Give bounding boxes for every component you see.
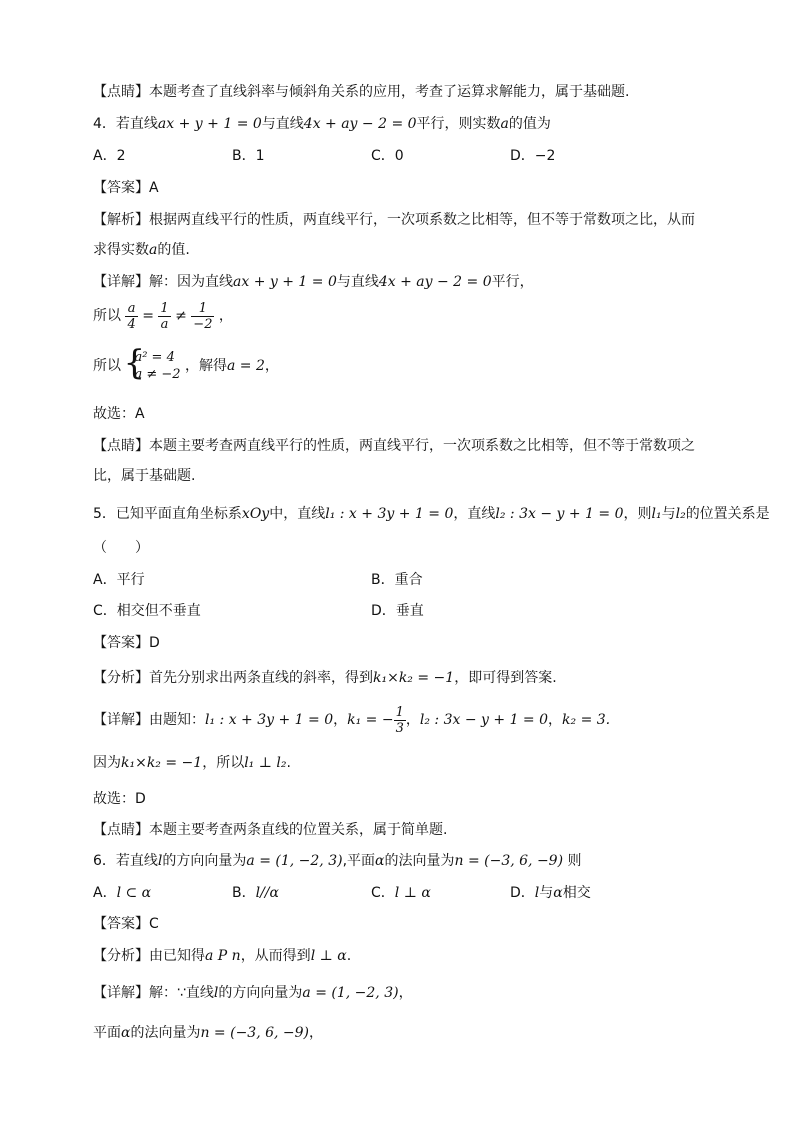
q4-analysis-line2: 求得实数a的值. xyxy=(93,242,190,258)
q6-answer: 【答案】C xyxy=(93,916,159,932)
q4-option-d: D．−2 xyxy=(510,148,556,164)
q4-ratio-equation: 所以 $\frac{a}{4}$ = $\frac{1}{a}$ ≠ $\frac{1}{-2}$ ， xyxy=(93,300,233,332)
q5-answer-blank: （ ） xyxy=(93,540,149,556)
q4-system-equation: 所以 { a² = 4 a ≠ −2 ，解得a = 2， xyxy=(93,346,279,386)
q6-analysis: 【分析】由已知得a P n，从而得到l ⊥ α. xyxy=(93,948,352,964)
q6-detail: 【详解】解：∵直线l的方向向量为a = (1, −2, 3)， xyxy=(93,985,413,1001)
q4-option-c: C．0 xyxy=(371,148,404,164)
q4-point-line1: 【点睛】本题主要考查两直线平行的性质，两直线平行，一次项系数之比相等，但不等于常数项之 xyxy=(93,438,695,454)
fraction: $\frac{1}{3}$ xyxy=(395,704,404,736)
q5-answer: 【答案】D xyxy=(93,635,160,651)
q6-option-b: B．l//α xyxy=(232,885,279,901)
fraction: $\frac{a}{4}$ xyxy=(127,300,136,332)
q5-option-a: A．平行 xyxy=(93,572,145,588)
q4-option-a: A．2 xyxy=(93,148,126,164)
q4-detail: 【详解】解：因为直线ax + y + 1 = 0与直线4x + ay − 2 = 0平行， xyxy=(93,274,534,290)
q5-option-c: C．相交但不垂直 xyxy=(93,603,201,619)
q5-detail: 【详解】由题知：l₁ : x + 3y + 1 = 0，k₁ = − $\frac{1}{3}$ ，l₂ : 3x − y + 1 = 0，k₂ = 3. xyxy=(93,704,611,736)
equation-system: { a² = 4 a ≠ −2 xyxy=(125,349,180,383)
q4-choose: 故选：A xyxy=(93,406,145,422)
q5-because: 因为k₁×k₂ = −1，所以l₁ ⊥ l₂. xyxy=(93,755,291,771)
q6-option-c: C．l ⊥ α xyxy=(371,885,431,901)
q5-choose: 故选：D xyxy=(93,791,146,807)
q6-option-d: D．l与α相交 xyxy=(510,885,591,901)
q4-answer: 【答案】A xyxy=(93,180,159,196)
question-5-stem: 5．已知平面直角坐标系xOy中，直线l₁ : x + 3y + 1 = 0，直线l₂ : 3x − y + 1 = 0，则l₁与l₂的位置关系是 xyxy=(93,506,770,522)
q6-plane-normal: 平面α的法向量为n = (−3, 6, −9)， xyxy=(93,1025,324,1041)
fraction: $\frac{1}{-2}$ xyxy=(193,300,213,332)
point-note-q3: 【点睛】本题考查了直线斜率与倾斜角关系的应用，考查了运算求解能力，属于基础题. xyxy=(93,84,630,100)
q5-analysis: 【分析】首先分别求出两条直线的斜率，得到k₁×k₂ = −1，即可得到答案. xyxy=(93,670,557,686)
q5-option-b: B．重合 xyxy=(371,572,423,588)
question-4-stem: 4．若直线ax + y + 1 = 0与直线4x + ay − 2 = 0平行，则实数a的值为 xyxy=(93,116,551,132)
q4-analysis-line1: 【解析】根据两直线平行的性质，两直线平行，一次项系数之比相等，但不等于常数项之比，从而 xyxy=(93,212,695,228)
q4-option-b: B．1 xyxy=(232,148,265,164)
q5-point: 【点睛】本题主要考查两条直线的位置关系，属于简单题. xyxy=(93,822,448,838)
q4-point-line2: 比，属于基础题. xyxy=(93,468,196,484)
question-6-stem: 6．若直线l的方向向量为a = (1, −2, 3),平面α的法向量为n = (−3, 6, −9) 则 xyxy=(93,853,582,869)
q6-option-a: A．l ⊂ α xyxy=(93,885,152,901)
q5-option-d: D．垂直 xyxy=(371,603,424,619)
fraction: $\frac{1}{a}$ xyxy=(160,300,169,332)
